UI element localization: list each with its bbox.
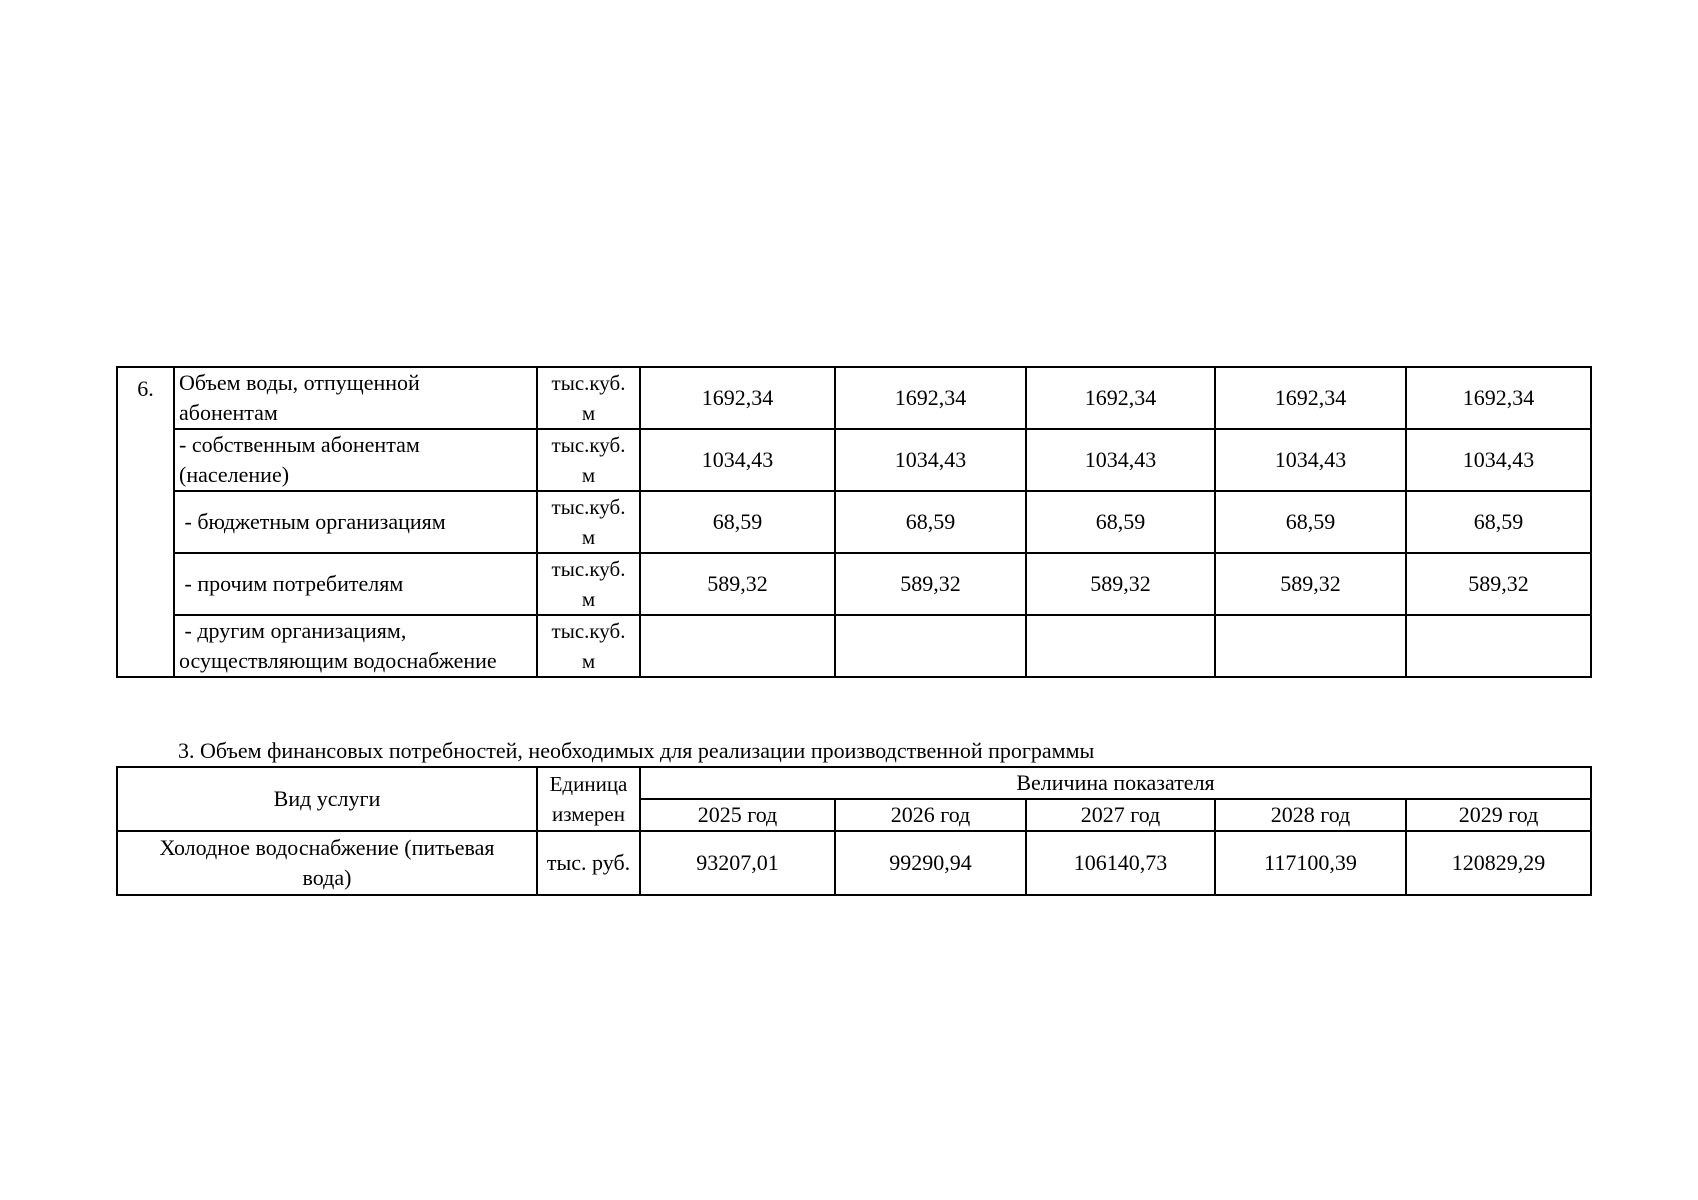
table-row [117, 831, 1591, 895]
unit-cell: тыс.куб. м [537, 615, 640, 677]
year-header: 2026 год [835, 799, 1026, 831]
unit-cell: тыс.куб. м [537, 491, 640, 553]
row-label: - собственным абонентам (население) [174, 429, 537, 491]
year-header: 2028 год [1215, 799, 1406, 831]
value-cell [1215, 615, 1406, 677]
value-cell: 589,32 [835, 553, 1026, 615]
value-cell: 589,32 [640, 553, 835, 615]
value-cell: 589,32 [1026, 553, 1215, 615]
unit-cell: тыс.куб. м [537, 429, 640, 491]
value-cell: 68,59 [1406, 491, 1591, 553]
value-cell [1026, 615, 1215, 677]
service-name: Холодное водоснабжение (питьевая вода) [117, 831, 537, 895]
table-row [117, 553, 1591, 615]
value-cell: 1692,34 [640, 367, 835, 429]
value-cell: 68,59 [640, 491, 835, 553]
table-row [117, 491, 1591, 553]
row-label: Объем воды, отпущенной абонентам [174, 367, 537, 429]
table-row [117, 615, 1591, 677]
table-row [117, 367, 1591, 429]
row-label: - прочим потребителям [174, 553, 537, 615]
value-cell: 1034,43 [1215, 429, 1406, 491]
row-label: - другим организациям, осуществляющим водоснабжение [174, 615, 537, 677]
year-header: 2025 год [640, 799, 835, 831]
service-header: Вид услуги [117, 767, 537, 831]
value-cell: 1692,34 [835, 367, 1026, 429]
value-cell: 1692,34 [1215, 367, 1406, 429]
unit-cell: тыс. руб. [537, 831, 640, 895]
unit-cell: тыс.куб. м [537, 367, 640, 429]
value-cell: 1034,43 [1406, 429, 1591, 491]
value-group-header: Величина показателя [640, 767, 1591, 799]
value-cell [1406, 615, 1591, 677]
value-cell [640, 615, 835, 677]
value-cell: 589,32 [1406, 553, 1591, 615]
value-cell: 68,59 [835, 491, 1026, 553]
header-row [117, 767, 1591, 799]
unit-cell: тыс.куб. м [537, 553, 640, 615]
value-cell [835, 615, 1026, 677]
value-cell: 120829,29 [1406, 831, 1591, 895]
value-cell: 68,59 [1026, 491, 1215, 553]
value-cell: 589,32 [1215, 553, 1406, 615]
value-cell: 1034,43 [640, 429, 835, 491]
year-header: 2027 год [1026, 799, 1215, 831]
value-cell: 99290,94 [835, 831, 1026, 895]
row-number: 6. [117, 367, 174, 677]
value-cell: 106140,73 [1026, 831, 1215, 895]
value-cell: 1692,34 [1026, 367, 1215, 429]
financial-needs-table [116, 766, 1592, 896]
year-header: 2029 год [1406, 799, 1591, 831]
value-cell: 68,59 [1215, 491, 1406, 553]
value-cell: 117100,39 [1215, 831, 1406, 895]
water-volume-table [116, 366, 1592, 678]
value-cell: 1692,34 [1406, 367, 1591, 429]
value-cell: 1034,43 [835, 429, 1026, 491]
table-row [117, 429, 1591, 491]
section-caption: 3. Объем финансовых потребностей, необходимых для реализации производственной программы [178, 738, 1095, 763]
value-cell: 93207,01 [640, 831, 835, 895]
row-label: - бюджетным организациям [174, 491, 537, 553]
unit-header: Единица измерен [537, 767, 640, 831]
value-cell: 1034,43 [1026, 429, 1215, 491]
